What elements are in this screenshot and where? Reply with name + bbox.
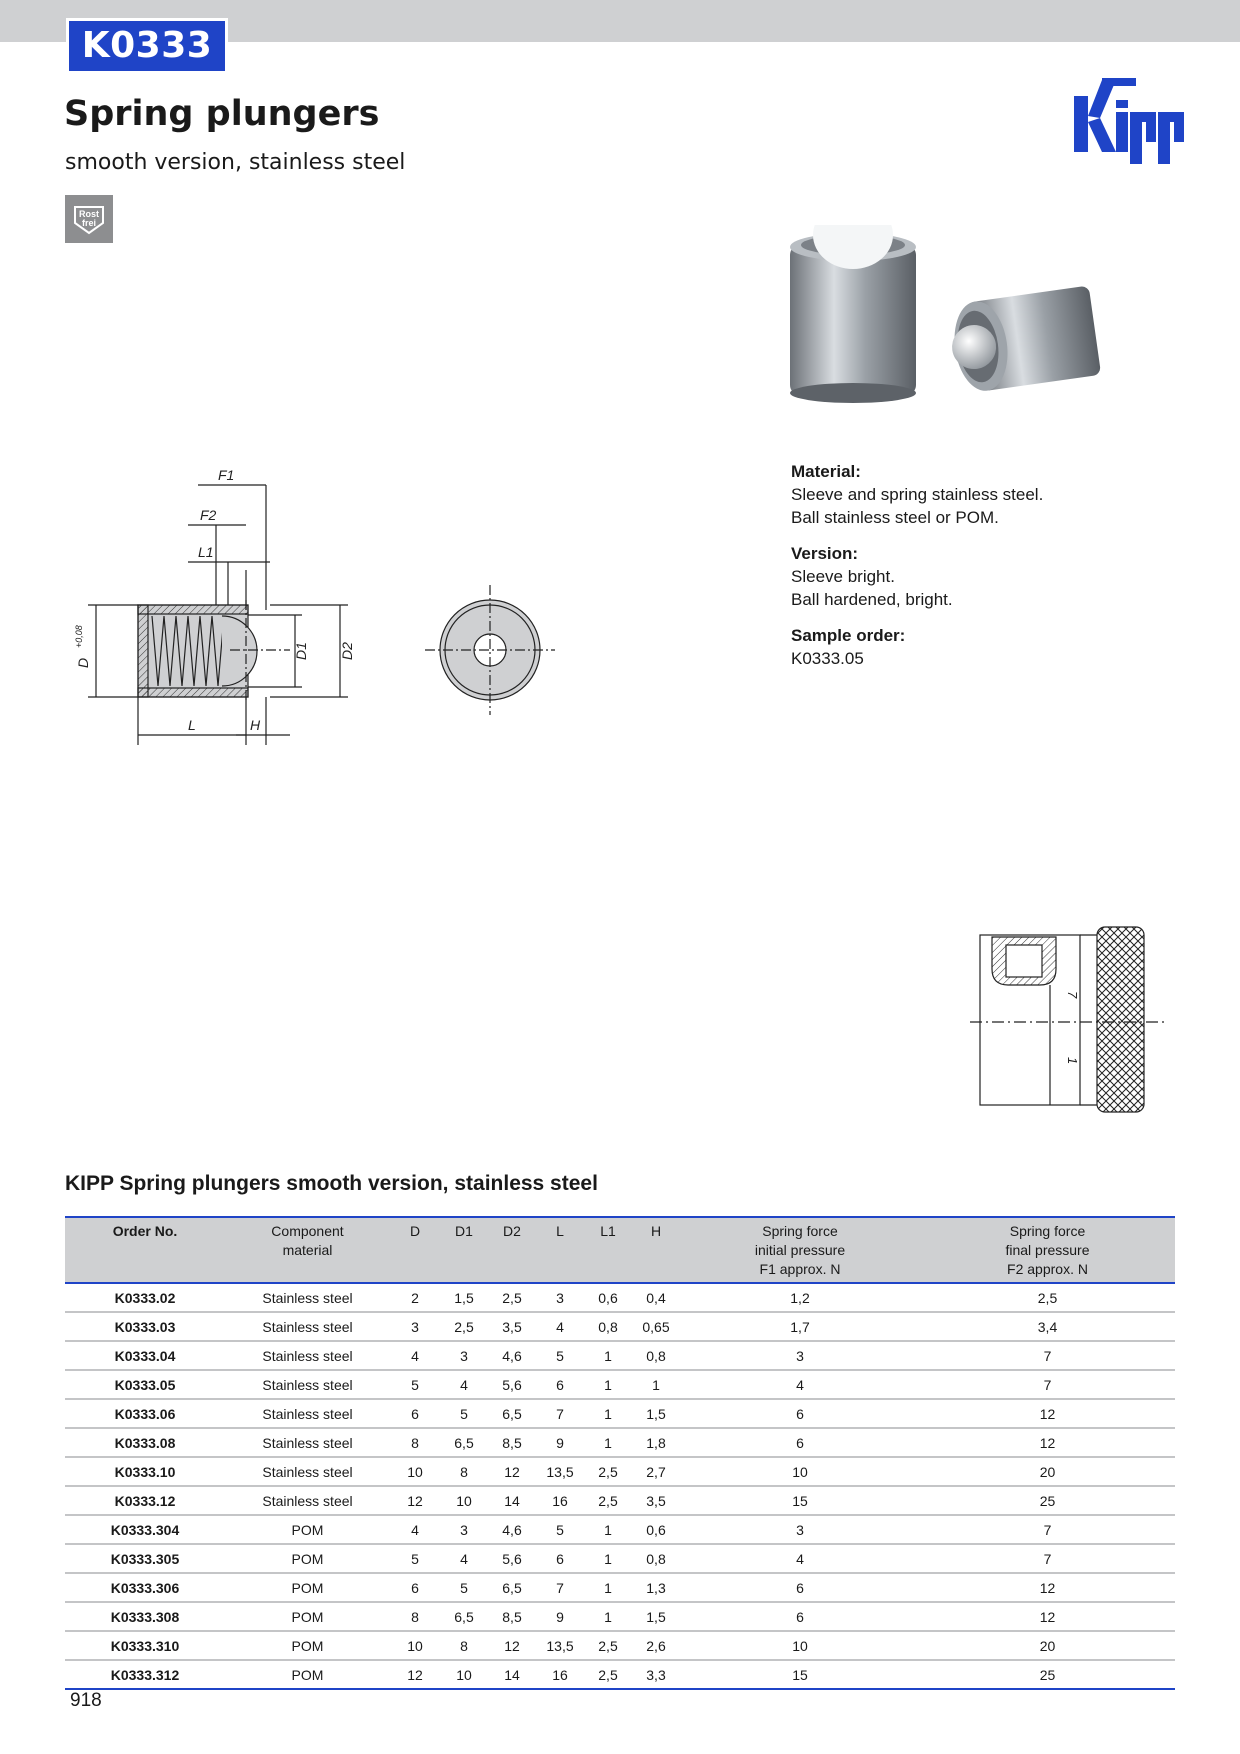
order-number-cell: K0333.05 — [65, 1370, 225, 1399]
table-cell: 6,5 — [488, 1573, 536, 1602]
col-d2: D2 — [503, 1223, 521, 1239]
order-number-cell: K0333.304 — [65, 1515, 225, 1544]
label-d-tolerance: +0,08 — [74, 625, 84, 648]
table-cell: 3 — [440, 1515, 488, 1544]
table-cell: 5 — [536, 1515, 584, 1544]
sample-order-value: K0333.05 — [791, 649, 864, 668]
order-number-cell: K0333.306 — [65, 1573, 225, 1602]
table-row — [65, 1283, 1175, 1312]
table-cell: 1,2 — [680, 1283, 920, 1312]
table-cell: 5 — [536, 1341, 584, 1370]
table-cell: 6,5 — [488, 1399, 536, 1428]
mounting-detail-drawing — [970, 925, 1170, 1125]
col-order-no: Order No. — [112, 1223, 178, 1239]
table-cell: 12 — [920, 1428, 1175, 1457]
material-line: Sleeve and spring stainless steel. — [791, 485, 1044, 504]
table-row — [65, 1573, 1175, 1602]
material-section — [791, 460, 1191, 529]
material-line: Ball stainless steel or POM. — [791, 508, 999, 527]
col-f2 — [920, 1217, 1175, 1283]
table-cell: 3 — [536, 1283, 584, 1312]
material-label: Material: — [791, 462, 861, 481]
product-code-badge: K0333 — [66, 18, 228, 74]
order-number-cell: K0333.12 — [65, 1486, 225, 1515]
table-cell: 1,5 — [632, 1602, 680, 1631]
label-h: H — [250, 717, 261, 733]
table-row — [65, 1370, 1175, 1399]
col-f2-line: F2 approx. N — [1007, 1261, 1088, 1277]
order-number-cell: K0333.04 — [65, 1341, 225, 1370]
table-cell: 1,7 — [680, 1312, 920, 1341]
kipp-logo — [1072, 74, 1184, 164]
table-cell: 3 — [440, 1341, 488, 1370]
table-cell: 3,3 — [632, 1660, 680, 1689]
table-row — [65, 1457, 1175, 1486]
table-cell: 5 — [390, 1544, 440, 1573]
col-material-line: Component — [271, 1223, 344, 1239]
table-cell: Stainless steel — [225, 1283, 390, 1312]
shield-icon — [69, 199, 109, 239]
table-cell: Stainless steel — [225, 1457, 390, 1486]
table-cell: 10 — [680, 1631, 920, 1660]
table-cell: 13,5 — [536, 1457, 584, 1486]
page-subtitle: smooth version, stainless steel — [65, 150, 406, 175]
table-cell: 16 — [536, 1486, 584, 1515]
table-cell: 1,8 — [632, 1428, 680, 1457]
table-cell: 5,6 — [488, 1544, 536, 1573]
table-cell: 1 — [584, 1515, 632, 1544]
table-cell: 3,5 — [632, 1486, 680, 1515]
version-section — [791, 542, 1191, 611]
table-cell: 8,5 — [488, 1602, 536, 1631]
table-cell: 1 — [632, 1370, 680, 1399]
table-cell: 4 — [440, 1370, 488, 1399]
detail-label-a: 7 — [1065, 991, 1080, 999]
table-cell: 12 — [488, 1457, 536, 1486]
table-cell: 3,5 — [488, 1312, 536, 1341]
table-cell: 6,5 — [440, 1428, 488, 1457]
table-cell: 0,8 — [632, 1341, 680, 1370]
table-cell: 6 — [536, 1544, 584, 1573]
col-h: H — [650, 1223, 662, 1239]
col-f1-line: initial pressure — [754, 1242, 846, 1258]
table-cell: 7 — [536, 1573, 584, 1602]
col-f1-line: F1 approx. N — [759, 1261, 841, 1277]
table-cell: 6 — [680, 1399, 920, 1428]
table-cell: 3,4 — [920, 1312, 1175, 1341]
table-cell: 4,6 — [488, 1341, 536, 1370]
table-cell: 12 — [390, 1486, 440, 1515]
table-cell: 2,7 — [632, 1457, 680, 1486]
table-cell: 6,5 — [440, 1602, 488, 1631]
table-row — [65, 1486, 1175, 1515]
table-cell: 6 — [680, 1573, 920, 1602]
table-cell: 10 — [390, 1631, 440, 1660]
table-cell: 7 — [536, 1399, 584, 1428]
table-cell: 10 — [440, 1486, 488, 1515]
table-cell: 4 — [390, 1341, 440, 1370]
table-cell: Stainless steel — [225, 1341, 390, 1370]
table-cell: 3 — [390, 1312, 440, 1341]
col-f1-line: Spring force — [762, 1223, 838, 1239]
table-cell: 7 — [920, 1341, 1175, 1370]
table-cell: 7 — [920, 1544, 1175, 1573]
table-cell: 25 — [920, 1486, 1175, 1515]
badge-text-line1: Rost — [79, 209, 99, 219]
table-cell: 14 — [488, 1486, 536, 1515]
col-d: D — [409, 1223, 421, 1239]
table-row — [65, 1312, 1175, 1341]
table-title: KIPP Spring plungers smooth version, stainless steel — [65, 1172, 598, 1195]
table-cell: Stainless steel — [225, 1399, 390, 1428]
spec-table — [65, 1216, 1175, 1690]
table-cell: 9 — [536, 1428, 584, 1457]
table-cell: 20 — [920, 1457, 1175, 1486]
order-number-cell: K0333.02 — [65, 1283, 225, 1312]
table-cell: 1 — [584, 1370, 632, 1399]
table-cell: 10 — [390, 1457, 440, 1486]
table-cell: 0,65 — [632, 1312, 680, 1341]
table-cell: Stainless steel — [225, 1428, 390, 1457]
table-cell: 1 — [584, 1341, 632, 1370]
label-f1: F1 — [218, 467, 235, 483]
sample-order-label: Sample order: — [791, 626, 906, 645]
table-cell: POM — [225, 1602, 390, 1631]
label-l: L — [188, 717, 196, 733]
table-cell: 1 — [584, 1573, 632, 1602]
product-info — [791, 460, 1191, 683]
table-cell: 0,6 — [584, 1283, 632, 1312]
table-cell: 2,5 — [920, 1283, 1175, 1312]
table-cell: Stainless steel — [225, 1370, 390, 1399]
table-cell: 8 — [390, 1602, 440, 1631]
table-cell: 15 — [680, 1660, 920, 1689]
table-cell: 4,6 — [488, 1515, 536, 1544]
table-cell: 3 — [680, 1515, 920, 1544]
table-cell: 25 — [920, 1660, 1175, 1689]
table-cell: Stainless steel — [225, 1486, 390, 1515]
table-cell: 1,5 — [440, 1283, 488, 1312]
table-cell: 3 — [680, 1341, 920, 1370]
table-cell: 8,5 — [488, 1428, 536, 1457]
label-l1: L1 — [198, 544, 214, 560]
table-cell: 4 — [390, 1515, 440, 1544]
table-cell: POM — [225, 1631, 390, 1660]
version-label: Version: — [791, 544, 859, 563]
table-cell: 7 — [920, 1515, 1175, 1544]
order-number-cell: K0333.308 — [65, 1602, 225, 1631]
table-cell: 2,5 — [488, 1283, 536, 1312]
table-row — [65, 1341, 1175, 1370]
badge-text-line2: frei — [81, 218, 97, 228]
col-material — [225, 1217, 390, 1283]
col-f2-line: Spring force — [1009, 1223, 1086, 1239]
table-cell: 4 — [440, 1544, 488, 1573]
page-number: 918 — [70, 1690, 102, 1711]
table-cell: 5 — [440, 1399, 488, 1428]
table-cell: 2 — [390, 1283, 440, 1312]
table-row — [65, 1399, 1175, 1428]
table-cell: Stainless steel — [225, 1312, 390, 1341]
table-cell: 8 — [390, 1428, 440, 1457]
table-cell: 13,5 — [536, 1631, 584, 1660]
table-cell: 16 — [536, 1660, 584, 1689]
table-cell: POM — [225, 1515, 390, 1544]
table-cell: 2,5 — [584, 1660, 632, 1689]
table-cell: 1,3 — [632, 1573, 680, 1602]
product-photo — [780, 225, 1110, 425]
label-d2: D2 — [339, 642, 355, 660]
table-cell: 2,5 — [584, 1486, 632, 1515]
table-cell: 5 — [390, 1370, 440, 1399]
rust-free-badge — [65, 195, 113, 243]
label-f2: F2 — [200, 507, 217, 523]
table-cell: 6 — [390, 1573, 440, 1602]
col-material-line: material — [282, 1242, 333, 1258]
order-number-cell: K0333.06 — [65, 1399, 225, 1428]
label-d: D — [75, 657, 91, 668]
table-cell: 0,6 — [632, 1515, 680, 1544]
sample-order-section — [791, 624, 1191, 670]
table-cell: 10 — [680, 1457, 920, 1486]
table-cell: 2,5 — [440, 1312, 488, 1341]
table-header-row — [65, 1217, 1175, 1283]
table-cell: 2,6 — [632, 1631, 680, 1660]
table-row — [65, 1631, 1175, 1660]
table-cell: 6 — [680, 1428, 920, 1457]
version-line: Sleeve bright. — [791, 567, 895, 586]
table-cell: 9 — [536, 1602, 584, 1631]
table-cell: POM — [225, 1573, 390, 1602]
technical-drawing — [70, 450, 590, 760]
col-f1 — [680, 1217, 920, 1283]
table-cell: 1 — [584, 1428, 632, 1457]
table-cell: 4 — [680, 1370, 920, 1399]
col-l1: L1 — [600, 1223, 616, 1239]
col-l: L — [556, 1223, 564, 1239]
table-row — [65, 1660, 1175, 1689]
version-line: Ball hardened, bright. — [791, 590, 953, 609]
table-cell: 12 — [488, 1631, 536, 1660]
table-cell: 0,8 — [632, 1544, 680, 1573]
table-cell: 12 — [920, 1573, 1175, 1602]
order-number-cell: K0333.305 — [65, 1544, 225, 1573]
table-cell: 2,5 — [584, 1631, 632, 1660]
table-cell: 5,6 — [488, 1370, 536, 1399]
table-cell: 12 — [920, 1399, 1175, 1428]
table-row — [65, 1602, 1175, 1631]
table-cell: 0,8 — [584, 1312, 632, 1341]
table-cell: 1 — [584, 1399, 632, 1428]
table-cell: 8 — [440, 1457, 488, 1486]
table-cell: 15 — [680, 1486, 920, 1515]
col-f2-line: final pressure — [1005, 1242, 1090, 1258]
table-cell: 1 — [584, 1544, 632, 1573]
order-number-cell: K0333.10 — [65, 1457, 225, 1486]
table-cell: 0,4 — [632, 1283, 680, 1312]
table-cell: 1,5 — [632, 1399, 680, 1428]
table-cell: 6 — [536, 1370, 584, 1399]
table-cell: 2,5 — [584, 1457, 632, 1486]
table-cell: 4 — [536, 1312, 584, 1341]
order-number-cell: K0333.08 — [65, 1428, 225, 1457]
table-cell: 7 — [920, 1370, 1175, 1399]
table-cell: 6 — [390, 1399, 440, 1428]
order-number-cell: K0333.310 — [65, 1631, 225, 1660]
col-d1: D1 — [455, 1223, 473, 1239]
table-row — [65, 1428, 1175, 1457]
table-cell: 14 — [488, 1660, 536, 1689]
table-cell: 4 — [680, 1544, 920, 1573]
label-d1: D1 — [293, 642, 309, 660]
table-cell: 6 — [680, 1602, 920, 1631]
detail-label-b: 1 — [1065, 1057, 1080, 1065]
table-cell: 1 — [584, 1602, 632, 1631]
page-title: Spring plungers — [64, 94, 380, 134]
table-row — [65, 1515, 1175, 1544]
table-cell: 5 — [440, 1573, 488, 1602]
order-number-cell: K0333.03 — [65, 1312, 225, 1341]
table-cell: 12 — [390, 1660, 440, 1689]
table-cell: 12 — [920, 1602, 1175, 1631]
table-cell: POM — [225, 1544, 390, 1573]
table-cell: 8 — [440, 1631, 488, 1660]
table-cell: POM — [225, 1660, 390, 1689]
table-row — [65, 1544, 1175, 1573]
table-cell: 20 — [920, 1631, 1175, 1660]
order-number-cell: K0333.312 — [65, 1660, 225, 1689]
table-cell: 10 — [440, 1660, 488, 1689]
